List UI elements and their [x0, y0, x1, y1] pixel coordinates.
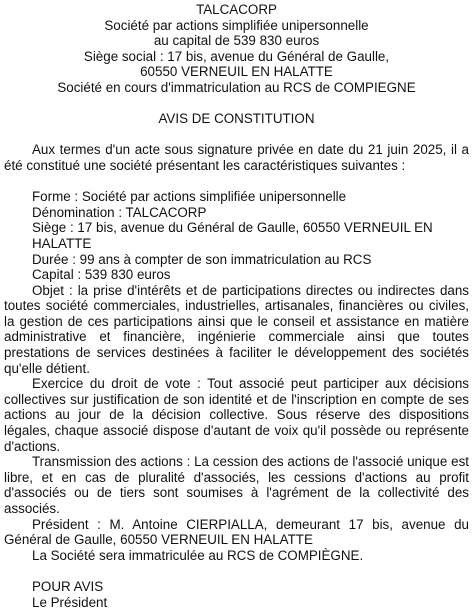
company-header [4, 2, 469, 96]
signatory: Le Président [32, 594, 108, 610]
detail-duree: Durée : 99 ans à compter de son immatriculation au RCS [32, 251, 372, 267]
company-details [4, 189, 469, 563]
pour-avis: POUR AVIS [32, 578, 104, 594]
company-capital: au capital de 539 830 euros [153, 33, 320, 49]
detail-siege: Siège : 17 bis, avenue du Général de Gaulle, 60550 VERNEUIL EN HALATTE [32, 220, 433, 251]
registered-office: Siège social : 17 bis, avenue du Général de Gaulle, [83, 48, 390, 64]
company-city: 60550 VERNEUIL EN HALATTE [140, 64, 333, 80]
detail-objet: Objet : la prise d'intérêts et de participations directes ou indirectes dans toutes société commerciales, industrielles, artisanales, financières ou civiles, la gestion de ces participations ainsi que le conseil et assistance en matière administrative et financière, ingénierie commerciale ainsi que toutes prestations de services destinées à faciliter le développement des sociétés qu'elle détient. [4, 282, 469, 376]
detail-transmission: Transmission des actions : La cession des actions de l'associé unique est libre, et en cas de pluralité d'associés, les cessions d'actions au profit d'associés ou de tiers sont soumises à l'agrément de la collectivité des associés. [4, 454, 469, 516]
detail-vote: Exercice du droit de vote : Tout associé peut participer aux décisions collectives sur justification de son identité et de l'inscription en compte de ses actions au jour de la décision collective. Sous réserve des dispositions légales, chaque associé dispose d'autant de voix qu'il possède ou représente d'actions. [4, 376, 469, 454]
intro-paragraph: Aux termes d'un acte sous signature privée en date du 21 juin 2025, il a été constitué une société présentant les caractéristiques suivantes : [4, 142, 469, 173]
closing-block [4, 579, 469, 610]
registration-status: Société en cours d'immatriculation au RCS de COMPIEGNE [57, 79, 416, 95]
company-form: Société par actions simplifiée unipersonnelle [104, 17, 369, 33]
detail-capital: Capital : 539 830 euros [32, 267, 171, 283]
detail-immatriculation: La Société sera immatriculée au RCS de COMPIÈGNE. [32, 547, 364, 563]
notice-title: AVIS DE CONSTITUTION [158, 111, 315, 127]
detail-president: Président : M. Antoine CIERPIALLA, demeurant 17 bis, avenue du Général de Gaulle, 60550 VERNEUIL EN HALATTE [4, 516, 469, 548]
detail-forme: Forme : Société par actions simplifiée unipersonnelle [32, 189, 347, 205]
detail-denomination: Dénomination : TALCACORP [32, 204, 207, 220]
company-name: TALCACORP [196, 2, 277, 17]
